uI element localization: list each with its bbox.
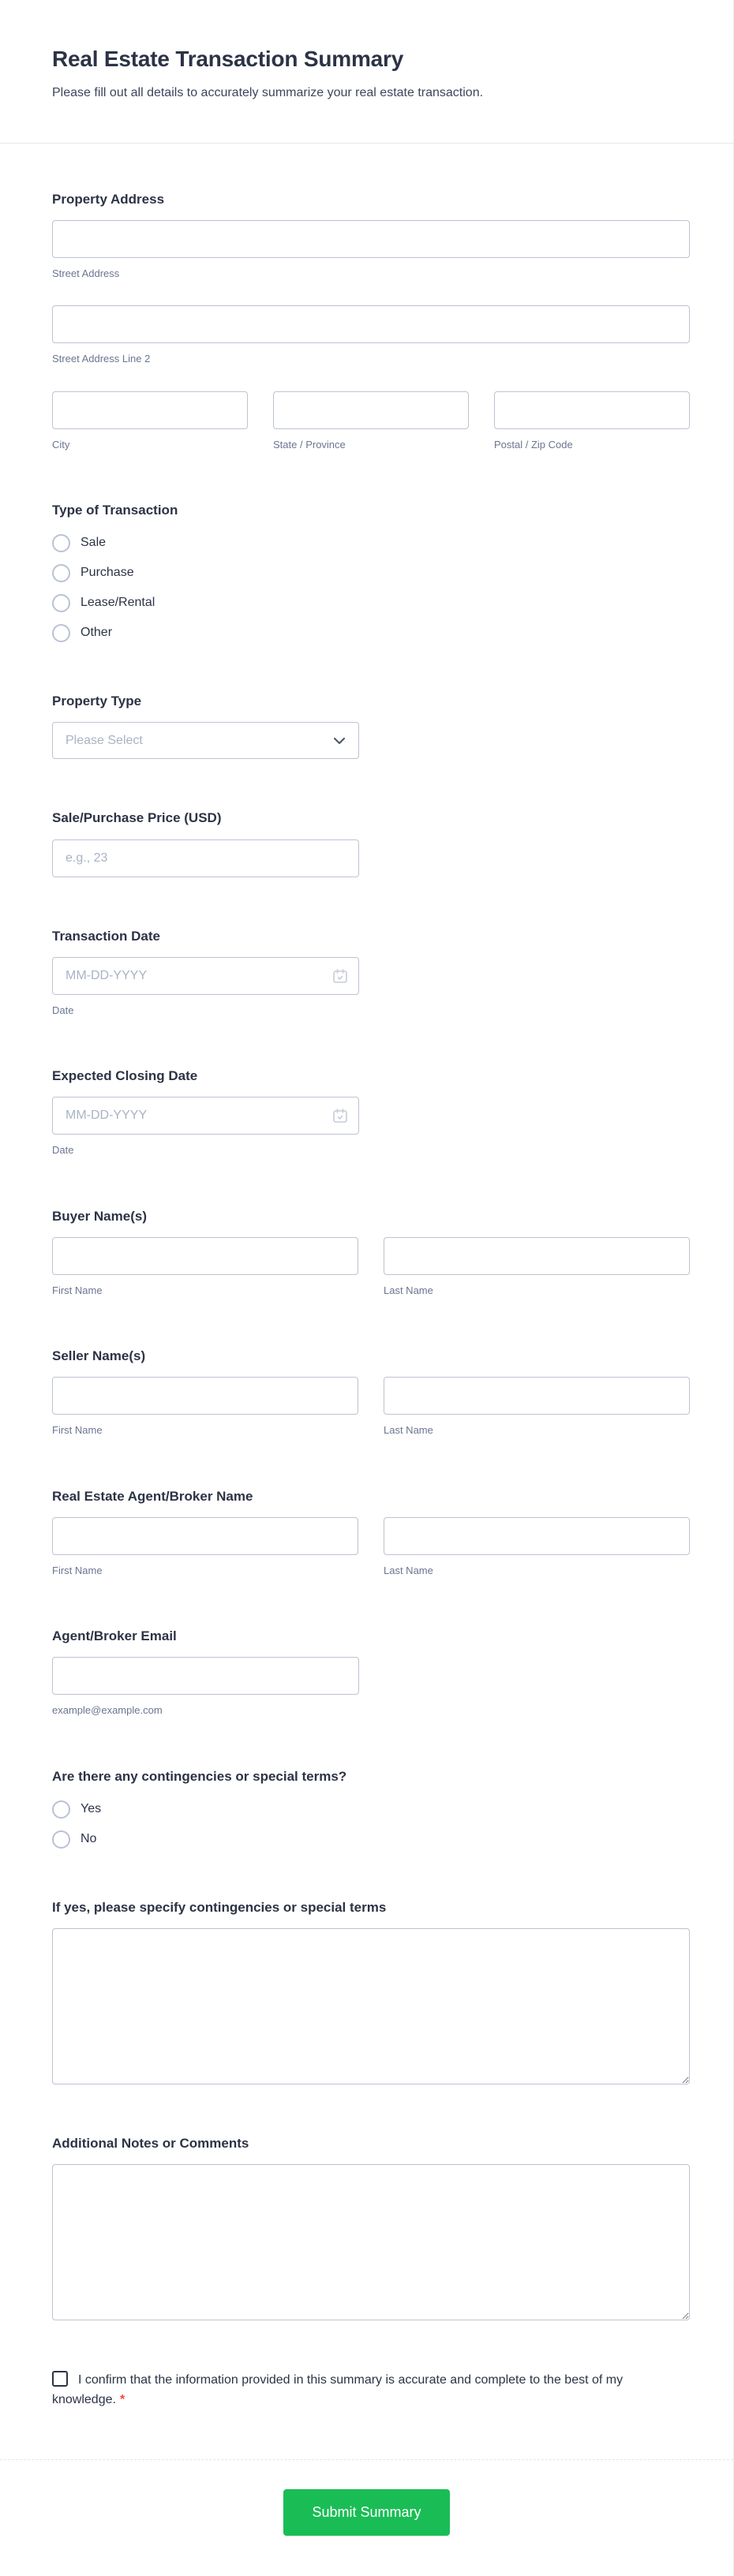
sale-radio-label: Sale xyxy=(81,536,107,550)
confirmation-checkbox-row[interactable] xyxy=(52,2373,623,2406)
buyer-last-name-sublabel: Last Name xyxy=(384,1284,433,1296)
notes-textarea[interactable] xyxy=(52,2164,690,2320)
agent-email-input[interactable] xyxy=(52,1657,359,1695)
sale-radio[interactable] xyxy=(52,534,70,552)
agent-last-name-field xyxy=(384,1517,690,1577)
radio-option-lease-rental[interactable] xyxy=(52,594,155,612)
contingencies-radio-group xyxy=(52,1800,690,1849)
buyer-first-name-sublabel: First Name xyxy=(52,1284,103,1296)
no-radio[interactable] xyxy=(52,1830,70,1849)
agent-last-name-input[interactable] xyxy=(384,1517,690,1555)
property-type-select[interactable] xyxy=(52,722,359,759)
property-address-label: Property Address xyxy=(52,191,165,207)
price-label: Sale/Purchase Price (USD) xyxy=(52,810,222,826)
seller-first-name-sublabel: First Name xyxy=(52,1424,103,1437)
question-closing-date xyxy=(52,1067,690,1157)
transaction-date-sublabel: Date xyxy=(52,1004,74,1016)
submit-section xyxy=(0,2459,733,2576)
agent-first-name-sublabel: First Name xyxy=(52,1564,103,1576)
seller-last-name-input[interactable] xyxy=(384,1377,690,1415)
agent-first-name-field xyxy=(52,1517,358,1577)
closing-date-input[interactable] xyxy=(52,1097,359,1135)
question-transaction-date xyxy=(52,928,690,1018)
question-price xyxy=(52,809,690,877)
form-body xyxy=(0,144,733,2410)
contingencies-label: Are there any contingencies or special terms? xyxy=(52,1768,347,1784)
question-transaction-type xyxy=(52,502,690,642)
agent-last-name-sublabel: Last Name xyxy=(384,1564,433,1576)
radio-option-yes[interactable] xyxy=(52,1800,101,1819)
radio-option-other[interactable] xyxy=(52,624,112,642)
street-address-sublabel: Street Address xyxy=(52,267,120,280)
city-input[interactable] xyxy=(52,391,248,429)
agent-email-label: Agent/Broker Email xyxy=(52,1628,177,1644)
question-contingency-details xyxy=(52,1899,690,2084)
buyer-last-name-field xyxy=(384,1237,690,1297)
question-contingencies xyxy=(52,1768,690,1849)
price-input[interactable] xyxy=(52,839,359,877)
transaction-date-input[interactable] xyxy=(52,957,359,995)
other-radio[interactable] xyxy=(52,624,70,642)
other-radio-label: Other xyxy=(81,626,113,640)
street-address2-input[interactable] xyxy=(52,305,690,343)
closing-date-wrap xyxy=(52,1097,359,1135)
radio-option-no[interactable] xyxy=(52,1830,96,1849)
buyer-name-label: Buyer Name(s) xyxy=(52,1208,147,1224)
postal-sublabel: Postal / Zip Code xyxy=(494,438,573,451)
seller-first-name-field xyxy=(52,1377,358,1437)
seller-last-name-field xyxy=(384,1377,690,1437)
street-address2-field xyxy=(52,305,690,365)
postal-field xyxy=(494,391,690,451)
property-type-select-wrap xyxy=(52,722,359,759)
agent-first-name-input[interactable] xyxy=(52,1517,358,1555)
question-property-type xyxy=(52,693,690,759)
question-buyer-name xyxy=(52,1208,690,1298)
question-property-address xyxy=(52,191,690,451)
yes-radio-label: Yes xyxy=(81,1801,102,1815)
form-header xyxy=(0,0,733,102)
confirmation-block xyxy=(52,2371,690,2410)
lease-rental-radio-label: Lease/Rental xyxy=(81,596,155,610)
yes-radio[interactable] xyxy=(52,1800,70,1819)
confirmation-text: I confirm that the information provided in this summary is accurate and complete to the best of my knowledge. xyxy=(52,2373,624,2407)
postal-input[interactable] xyxy=(494,391,690,429)
notes-label: Additional Notes or Comments xyxy=(52,2136,249,2152)
closing-date-sublabel: Date xyxy=(52,1144,74,1157)
state-sublabel: State / Province xyxy=(273,438,346,451)
street-address-input[interactable] xyxy=(52,220,690,258)
no-radio-label: No xyxy=(81,1831,97,1845)
state-field xyxy=(273,391,469,451)
transaction-type-radio-group xyxy=(52,534,690,642)
city-field xyxy=(52,391,248,451)
purchase-radio-label: Purchase xyxy=(81,566,134,580)
state-input[interactable] xyxy=(273,391,469,429)
buyer-first-name-field xyxy=(52,1237,358,1297)
seller-name-label: Seller Name(s) xyxy=(52,1348,146,1364)
seller-last-name-sublabel: Last Name xyxy=(384,1424,433,1437)
transaction-type-label: Type of Transaction xyxy=(52,502,178,518)
buyer-first-name-input[interactable] xyxy=(52,1237,358,1275)
confirmation-checkbox[interactable] xyxy=(52,2371,68,2387)
form-subtitle: Please fill out all details to accurately summarize your real estate transaction. xyxy=(52,85,484,99)
contingency-details-textarea[interactable] xyxy=(52,1928,690,2084)
seller-first-name-input[interactable] xyxy=(52,1377,358,1415)
buyer-last-name-input[interactable] xyxy=(384,1237,690,1275)
radio-option-purchase[interactable] xyxy=(52,564,134,582)
question-seller-name xyxy=(52,1348,690,1438)
form-title: Real Estate Transaction Summary xyxy=(52,47,404,71)
question-agent-name xyxy=(52,1488,690,1578)
question-notes xyxy=(52,2135,690,2320)
seller-name-row xyxy=(52,1377,690,1437)
buyer-name-row xyxy=(52,1237,690,1297)
question-agent-email xyxy=(52,1628,690,1718)
agent-name-label: Real Estate Agent/Broker Name xyxy=(52,1488,253,1504)
city-state-postal-row xyxy=(52,391,690,451)
radio-option-sale[interactable] xyxy=(52,534,106,552)
property-type-label: Property Type xyxy=(52,694,142,709)
required-asterisk: * xyxy=(119,2393,125,2407)
transaction-date-label: Transaction Date xyxy=(52,928,160,944)
street-address-field xyxy=(52,220,690,280)
agent-name-row xyxy=(52,1517,690,1577)
closing-date-label: Expected Closing Date xyxy=(52,1068,198,1084)
transaction-date-wrap xyxy=(52,957,359,995)
submit-button[interactable]: Submit Summary xyxy=(283,2489,449,2536)
lease-rental-radio[interactable] xyxy=(52,594,70,612)
city-sublabel: City xyxy=(52,438,70,451)
contingency-details-label: If yes, please specify contingencies or special terms xyxy=(52,1899,387,1915)
agent-email-sublabel: example@example.com xyxy=(52,1704,163,1717)
purchase-radio[interactable] xyxy=(52,564,70,582)
street-address2-sublabel: Street Address Line 2 xyxy=(52,353,151,365)
